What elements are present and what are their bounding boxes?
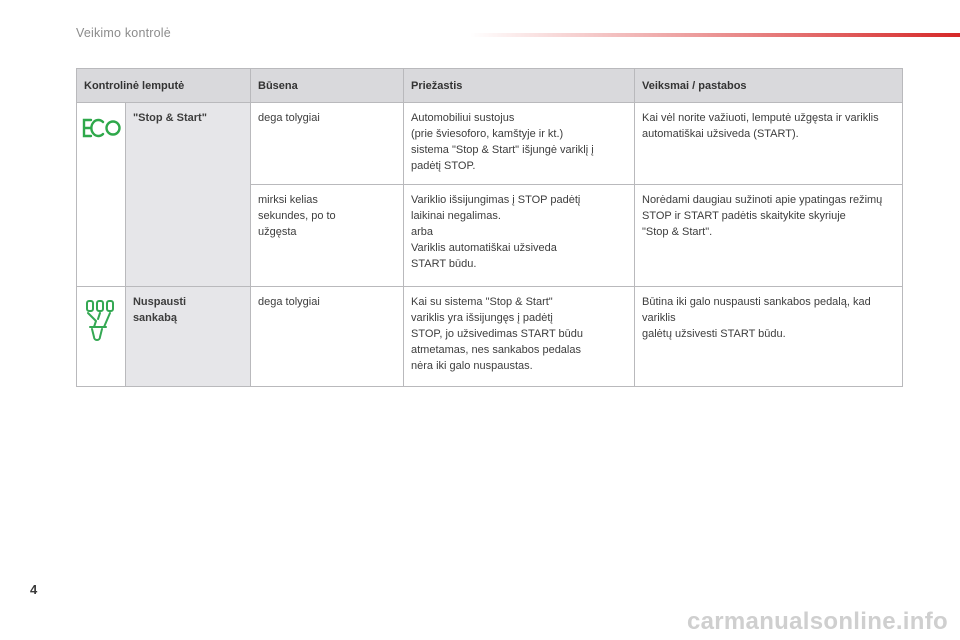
action-cell: Būtina iki galo nuspausti sankabos pedalą, kad variklis galėtų užsivesti START būdu.	[635, 287, 903, 387]
table-row	[77, 287, 903, 387]
clutch-pedal-icon	[84, 297, 118, 341]
watermark: carmanualsonline.info	[686, 608, 948, 635]
state-cell: dega tolygiai	[251, 287, 404, 387]
column-header-cause: Priežastis	[404, 69, 635, 103]
cause-cell: Kai su sistema "Stop & Start" variklis yra išsijungęs į padėtį STOP, jo užsivedimas START būdu atmetamas, nes sankabos pedalas nėra iki galo nuspaustas.	[404, 287, 635, 387]
warning-lamp-table	[76, 68, 903, 387]
eco-icon	[81, 117, 121, 139]
lamp-icon-cell	[77, 103, 126, 287]
action-cell: Norėdami daugiau sužinoti apie ypatingas režimų STOP ir START padėtis skaitykite skyriuje "Stop & Start".	[635, 185, 903, 287]
state-cell: dega tolygiai	[251, 103, 404, 185]
table-header-row	[77, 69, 903, 103]
cause-cell: Variklio išsijungimas į STOP padėtį laikinai negalimas. arba Variklis automatiškai užsiveda START būdu.	[404, 185, 635, 287]
lamp-name-stop-start: "Stop & Start"	[125, 103, 250, 287]
table-row	[77, 103, 903, 185]
page-number: 4	[30, 582, 38, 597]
page-header-title: Veikimo kontrolė	[76, 26, 171, 40]
action-cell: Kai vėl norite važiuoti, lemputė užgęsta ir variklis automatiškai užsiveda (START).	[635, 103, 903, 185]
lamp-icon-cell	[77, 287, 126, 387]
state-cell: mirksi kelias sekundes, po to užgęsta	[251, 185, 404, 287]
lamp-name-clutch: Nuspausti sankabą	[125, 287, 250, 387]
column-header-lamp: Kontrolinė lemputė	[77, 69, 251, 103]
cause-cell: Automobiliui sustojus (prie šviesoforo, kamštyje ir kt.) sistema "Stop & Start" išjungė variklį į padėtį STOP.	[404, 103, 635, 185]
column-header-state: Būsena	[251, 69, 404, 103]
column-header-action: Veiksmai / pastabos	[635, 69, 903, 103]
header-accent-bar	[470, 33, 960, 37]
